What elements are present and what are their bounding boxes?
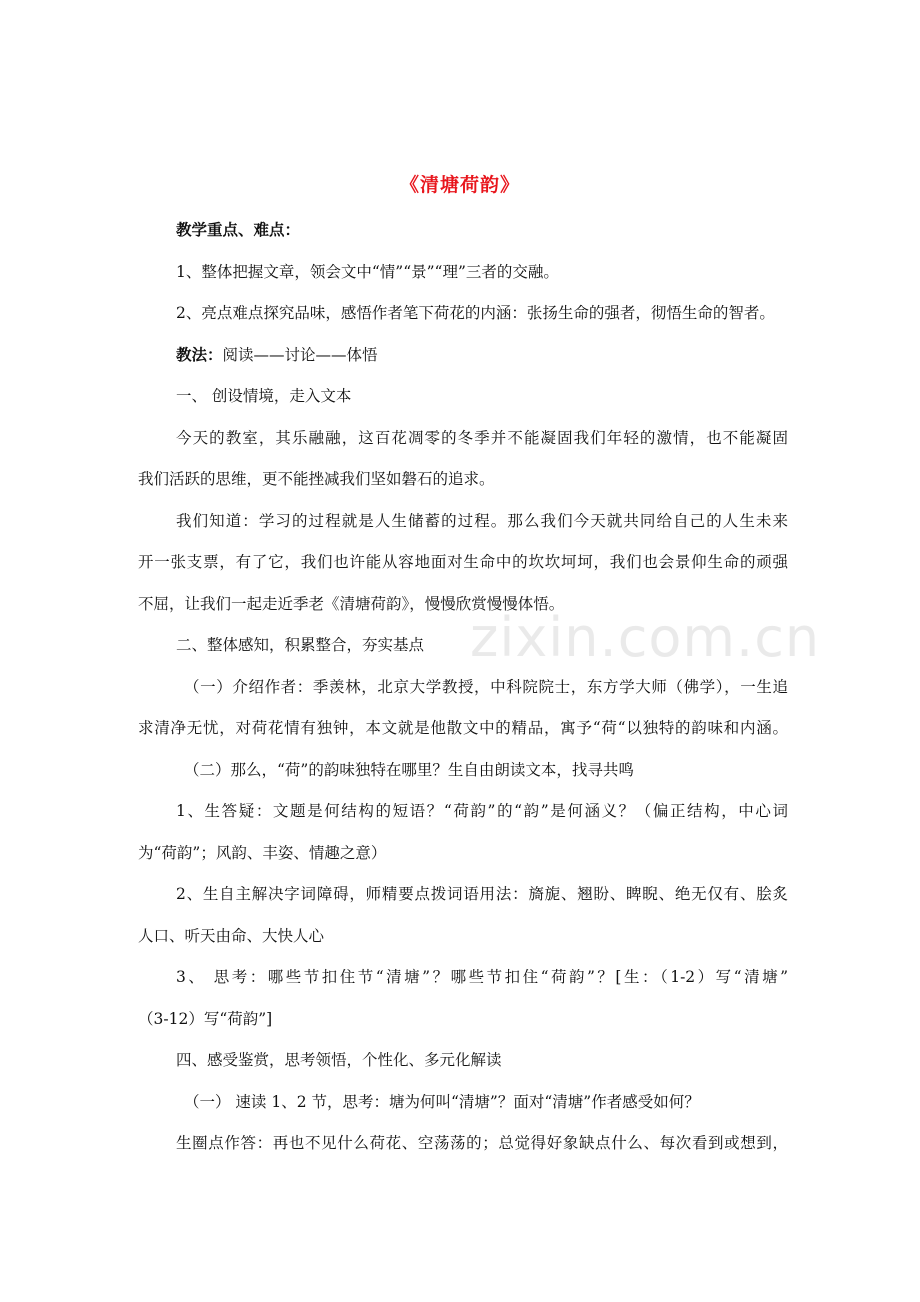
section-heading-key-points: 教学重点、难点： — [176, 220, 301, 239]
paragraph-line: 今天的教室，其乐融融，这百花凋零的冬季并不能凝固我们年轻的激情，也不能凝固 — [176, 429, 788, 447]
paragraph-point-2: 2、亮点难点探究品味，感悟作者笔下荷花的内涵：张扬生命的强者，彻悟生命的智者。 — [176, 304, 775, 322]
paragraph-line: 人口、听天由命、大快人心 — [138, 927, 325, 945]
paragraph-line: 生圈点作答：再也不见什么荷花、空荡荡的；总觉得好象缺点什么、每次看到或想到， — [176, 1134, 788, 1152]
document-title: 《清塘荷韵》 — [399, 174, 520, 196]
section-heading-1: 一、 创设情境，走入文本 — [176, 387, 352, 405]
paragraph-line: 我们知道：学习的过程就是人生储蓄的过程。那么我们今天就共同给自己的人生未来 — [176, 512, 788, 530]
paragraph-line: 不屈，让我们一起走近季老《清塘荷韵》，慢慢欣赏慢慢体悟。 — [138, 595, 565, 613]
watermark: zixin.com.cn — [470, 606, 821, 669]
paragraph-line: （一） 速读 1、2 节，思考：塘为何叫“清塘”？面对“清塘”作者感受如何？ — [184, 1093, 700, 1111]
paragraph-line: 2、生自主解决字词障碍，师精要点拨词语用法：旖旎、翘盼、睥睨、绝无仅有、脍炙 — [176, 885, 788, 903]
paragraph-line: （一）介绍作者：季羡林，北京大学教授，中科院院士，东方学大师（佛学），一生追 — [184, 678, 788, 696]
paragraph-line: （二）那么，“荷”的韵味独特在哪里？生自由朗读文本，找寻共鸣 — [184, 761, 634, 779]
paragraph-line: 求清净无忧，对荷花情有独钟，本文就是他散文中的精品，寓予“荷“以独特的韵味和内涵。 — [138, 719, 788, 737]
paragraph-line: 开一张支票，有了它，我们也许能从容地面对生命中的坎坎坷坷，我们也会景仰生命的顽强 — [138, 553, 788, 571]
section-heading-2: 二、整体感知，积累整合，夯实基点 — [176, 636, 425, 654]
method-text: 阅读——讨论——体悟 — [222, 346, 378, 364]
paragraph-line: 为“荷韵”；风韵、丰姿、情趣之意） — [138, 844, 387, 862]
paragraph-line: 我们活跃的思维，更不能挫减我们坚如磐石的追求。 — [138, 470, 495, 488]
section-heading-4: 四、感受鉴赏，思考领悟，个性化、多元化解读 — [176, 1051, 502, 1069]
paragraph-line: 3、 思考：哪些节扣住节“清塘”？哪些节扣住“荷韵”？[生：（1-2）写“清塘” — [176, 968, 788, 986]
method-line — [176, 345, 788, 365]
paragraph-line: 1、生答疑：文题是何结构的短语？“荷韵”的“韵”是何涵义？（偏正结构，中心词 — [176, 802, 788, 820]
paragraph-point-1: 1、整体把握文章，领会文中“情”“景”“理”三者的交融。 — [176, 263, 559, 281]
paragraph-line: （3-12）写“荷韵”] — [138, 1010, 273, 1028]
method-label: 教法： — [176, 345, 223, 364]
